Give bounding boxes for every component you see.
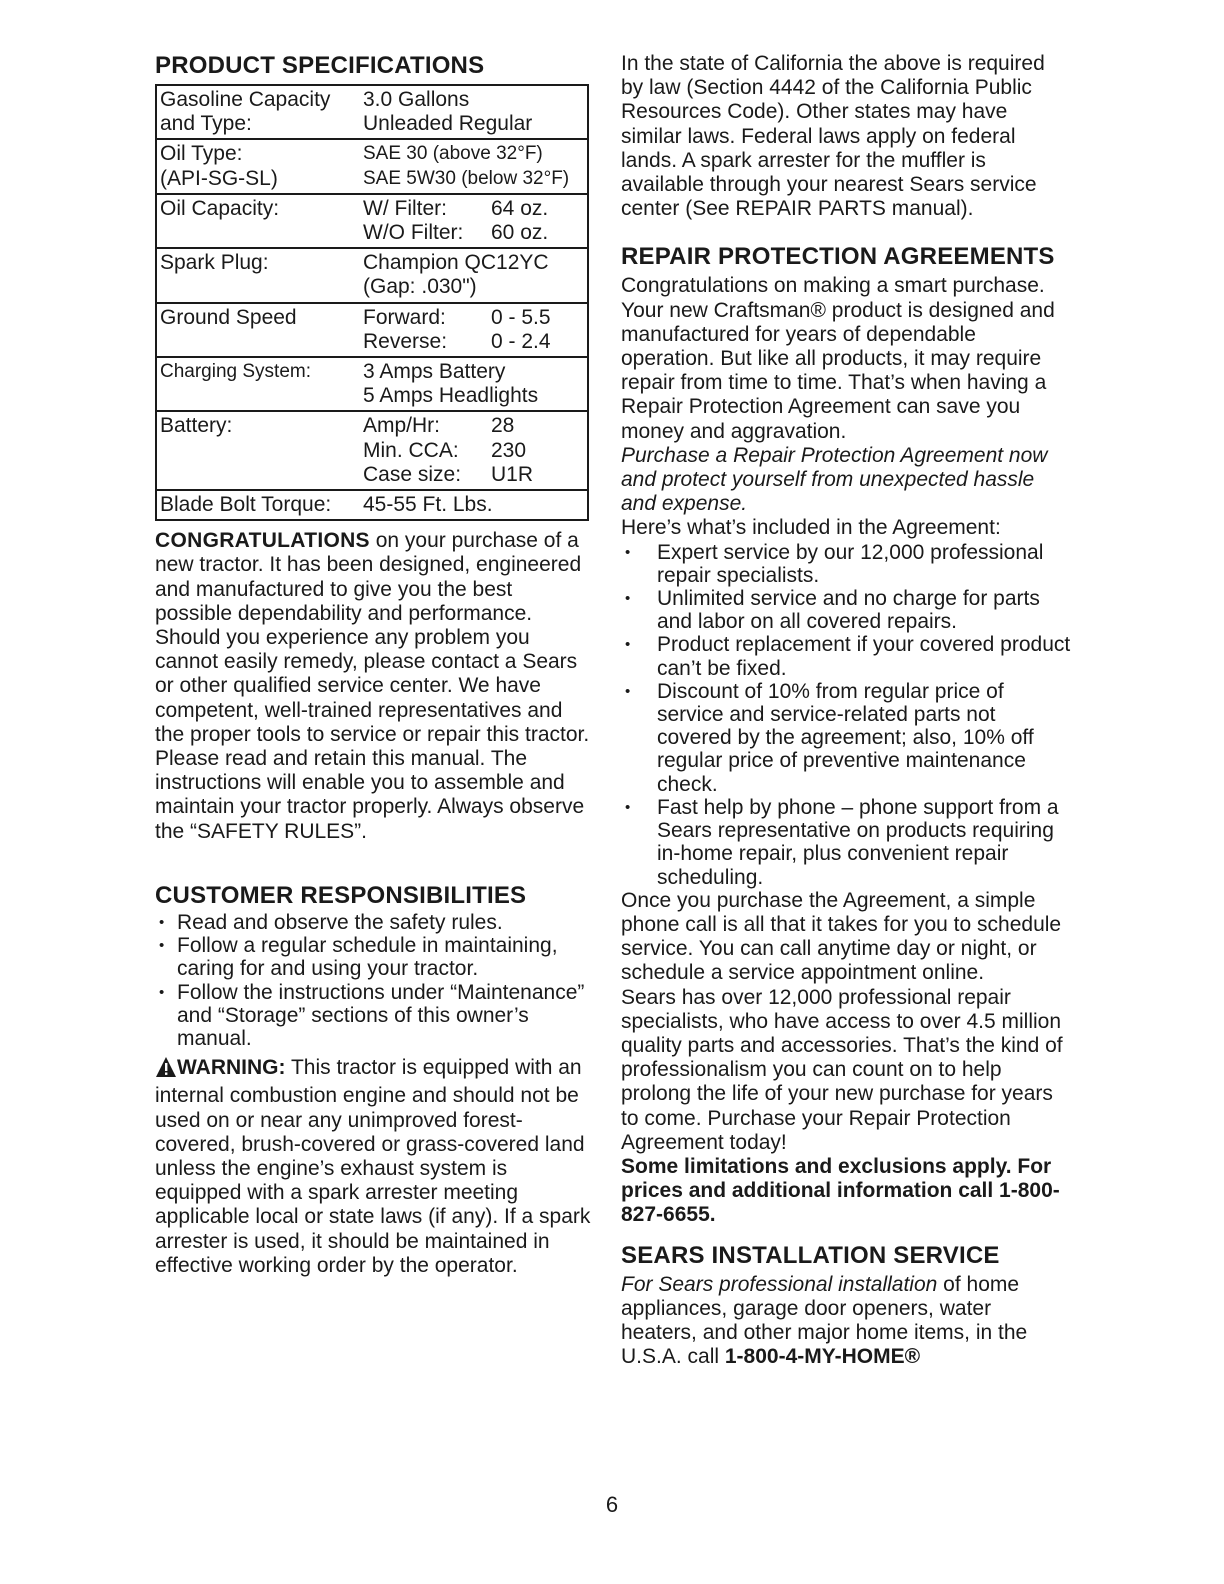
warning-text: This tractor is equipped with an internal combustion engine and should not be used on or near any unimproved forest-covered, brush-covered or grass-covered land unless the engine’s exhaust system is equipped with a spark arrester meeting applicable local or state laws (if any). If a spark arrester is used, it should be maintained in effective working order by the operator. bbox=[155, 1056, 591, 1277]
spec-label-line: Battery: bbox=[160, 414, 233, 438]
spec-subvalue: 64 oz. bbox=[491, 196, 549, 220]
spec-value bbox=[360, 303, 588, 357]
spec-value-line: Champion QC12YC bbox=[363, 251, 549, 275]
spec-value-line bbox=[363, 221, 587, 245]
congrats-lead: CONGRATULATIONS bbox=[155, 529, 370, 553]
spec-row bbox=[156, 357, 588, 411]
problem-paragraph: Should you experience any problem you cannot easily remedy, please contact a Sears or other qualified service center. We have competent, well-trained representatives and the proper tools to service or repair this tractor. bbox=[155, 626, 590, 746]
list-item: • Unlimited service and no charge for parts and labor on all covered repairs. bbox=[621, 587, 1071, 633]
spec-sublabel: Amp/Hr: bbox=[363, 414, 441, 438]
spec-row bbox=[156, 411, 588, 490]
installation-paragraph bbox=[621, 1273, 1071, 1370]
spec-value-line: 3.0 Gallons bbox=[363, 88, 470, 111]
spec-value-line: 3 Amps Battery bbox=[363, 360, 506, 384]
spec-label-line: Gasoline Capacity bbox=[160, 88, 331, 111]
spec-row bbox=[156, 303, 588, 357]
congrats-text: on your purchase of a new tractor. It has been designed, engineered and manufactured to give you the best possible dependability and performance. bbox=[155, 529, 582, 625]
list-item: • Fast help by phone – phone support from a Sears representative on products requiring in-home repair, plus convenient repair scheduling. bbox=[621, 796, 1071, 889]
spec-value-line: Unleaded Regular bbox=[363, 112, 533, 136]
congrats-paragraph bbox=[155, 529, 595, 626]
spec-sublabel: W/ Filter: bbox=[363, 196, 447, 220]
spec-label-line: Ground Speed bbox=[160, 305, 297, 329]
sears-paragraph: Sears has over 12,000 professional repair specialists, who have access to over 4.5 million quality parts and accessories. That’s the kind of professionalism you can count on to help prolong the life of your new purchase for years to come. Purchase your Repair Protection Agreement today! bbox=[621, 985, 1063, 1154]
included-list bbox=[621, 541, 1071, 889]
spec-label bbox=[156, 248, 360, 302]
spec-value-line bbox=[363, 414, 587, 438]
list-item: • Read and observe the safety rules. bbox=[155, 911, 595, 934]
spec-label-line: and Type: bbox=[160, 112, 252, 136]
spec-value-line: 45-55 Ft. Lbs. bbox=[363, 493, 493, 517]
spec-value bbox=[360, 411, 588, 490]
spec-value-line: SAE 30 (above 32°F) bbox=[363, 143, 543, 165]
spec-row bbox=[156, 139, 588, 193]
list-item: • Follow the instructions under “Maintenance” and “Storage” sections of this owner’s manual. bbox=[155, 981, 595, 1051]
spec-subvalue: 60 oz. bbox=[491, 221, 549, 245]
spec-sublabel: Reverse: bbox=[363, 329, 448, 353]
spec-sublabel: Min. CCA: bbox=[363, 438, 459, 462]
spec-row bbox=[156, 248, 588, 302]
retain-paragraph: Please read and retain this manual. The instructions will enable you to assemble and maintain your tractor properly. Always observe the “SAFETY RULES”. bbox=[155, 747, 585, 843]
installation-italic: For Sears professional installation bbox=[621, 1272, 938, 1296]
specs-heading: PRODUCT SPECIFICATIONS bbox=[155, 52, 485, 79]
list-item: • Expert service by our 12,000 professional repair specialists. bbox=[621, 541, 1071, 587]
spec-value bbox=[360, 85, 588, 139]
spec-value-line: SAE 5W30 (below 32°F) bbox=[363, 167, 570, 189]
spec-label bbox=[156, 411, 360, 490]
spec-label bbox=[156, 139, 360, 193]
spec-value bbox=[360, 194, 588, 248]
specs-table bbox=[155, 84, 589, 521]
warning-label: WARNING: bbox=[177, 1056, 286, 1080]
spec-sublabel: Forward: bbox=[363, 305, 446, 329]
spec-label bbox=[156, 303, 360, 357]
spec-subvalue: 0 - 5.5 bbox=[491, 305, 551, 329]
spec-subvalue: 0 - 2.4 bbox=[491, 329, 551, 353]
list-item: • Follow a regular schedule in maintaining, caring for and using your tractor. bbox=[155, 934, 595, 980]
spec-label-line: Spark Plug: bbox=[160, 251, 269, 275]
spec-label bbox=[156, 357, 360, 411]
spec-subvalue: U1R bbox=[491, 462, 534, 486]
spec-sublabel: W/O Filter: bbox=[363, 221, 464, 245]
spec-value bbox=[360, 490, 588, 520]
installation-phone: 1-800-4-MY-HOME® bbox=[724, 1345, 921, 1369]
spec-label-line: Charging System: bbox=[160, 361, 312, 383]
spec-value bbox=[360, 357, 588, 411]
spec-label bbox=[156, 194, 360, 248]
spec-row bbox=[156, 490, 588, 520]
spec-value-line: (Gap: .030") bbox=[363, 275, 477, 299]
spec-label-line: Oil Capacity: bbox=[160, 196, 280, 220]
spec-label-line: Blade Bolt Torque: bbox=[160, 493, 332, 517]
repair-paragraph: Congratulations on making a smart purchase. Your new Craftsman® product is designed and manufactured for years of dependable operation. But like all products, it may require repair from time to time. That’s when having a Repair Protection Agreement can save you money and aggravation. bbox=[621, 274, 1055, 443]
spec-subvalue: 230 bbox=[491, 438, 527, 462]
once-paragraph: Once you purchase the Agreement, a simple phone call is all that it takes for you to schedule service. You can call anytime day or night, or schedule a service appointment online. bbox=[621, 888, 1062, 985]
spec-label bbox=[156, 490, 360, 520]
right-column bbox=[621, 52, 1071, 1369]
responsibilities-list bbox=[155, 911, 595, 1050]
spec-value-line bbox=[363, 197, 587, 221]
repair-italic: Purchase a Repair Protection Agreement now and protect yourself from unexpected hassle and expense. bbox=[621, 443, 1048, 516]
california-paragraph: In the state of California the above is required by law (Section 4442 of the California Public Resources Code). Other states may have similar laws. Federal laws apply on federal lands. A spark arrester for the muffler is available through your nearest Sears service center (See REPAIR PARTS manual). bbox=[621, 52, 1045, 221]
warning-triangle-icon bbox=[155, 1056, 177, 1084]
spec-value-line bbox=[363, 330, 587, 354]
left-column bbox=[155, 52, 595, 1278]
installation-heading: SEARS INSTALLATION SERVICE bbox=[621, 1241, 1000, 1269]
spec-label-line: Oil Type: bbox=[160, 142, 243, 166]
spec-value bbox=[360, 139, 588, 193]
spec-value-line: 5 Amps Headlights bbox=[363, 384, 539, 408]
spec-value-line bbox=[363, 439, 587, 463]
spec-subvalue: 28 bbox=[491, 414, 515, 438]
responsibilities-heading: CUSTOMER RESPONSIBILITIES bbox=[155, 881, 527, 909]
page-number: 6 bbox=[605, 1492, 619, 1517]
spec-row bbox=[156, 85, 588, 139]
spec-value bbox=[360, 248, 588, 302]
spec-label bbox=[156, 85, 360, 139]
warning-paragraph bbox=[155, 1056, 595, 1278]
spec-value-line bbox=[363, 306, 587, 330]
spec-label-line: (API-SG-SL) bbox=[160, 166, 278, 190]
installation-text: of home appliances, garage door openers, water heaters, and other major home items, in the U.S.A. call bbox=[621, 1272, 1028, 1369]
spec-row bbox=[156, 194, 588, 248]
list-item: • Product replacement if your covered product can’t be fixed. bbox=[621, 633, 1071, 679]
included-intro: Here’s what’s included in the Agreement: bbox=[621, 516, 1001, 540]
repair-heading: REPAIR PROTECTION AGREEMENTS bbox=[621, 243, 1055, 271]
limitations-paragraph: Some limitations and exclusions apply. For prices and additional information call 1-800-827-6655. bbox=[621, 1154, 1060, 1227]
spec-value-line bbox=[363, 463, 587, 487]
spec-sublabel: Case size: bbox=[363, 462, 462, 486]
list-item: • Discount of 10% from regular price of service and service-related parts not covered by the agreement; also, 10% off regular price of preventive maintenance check. bbox=[621, 680, 1071, 796]
